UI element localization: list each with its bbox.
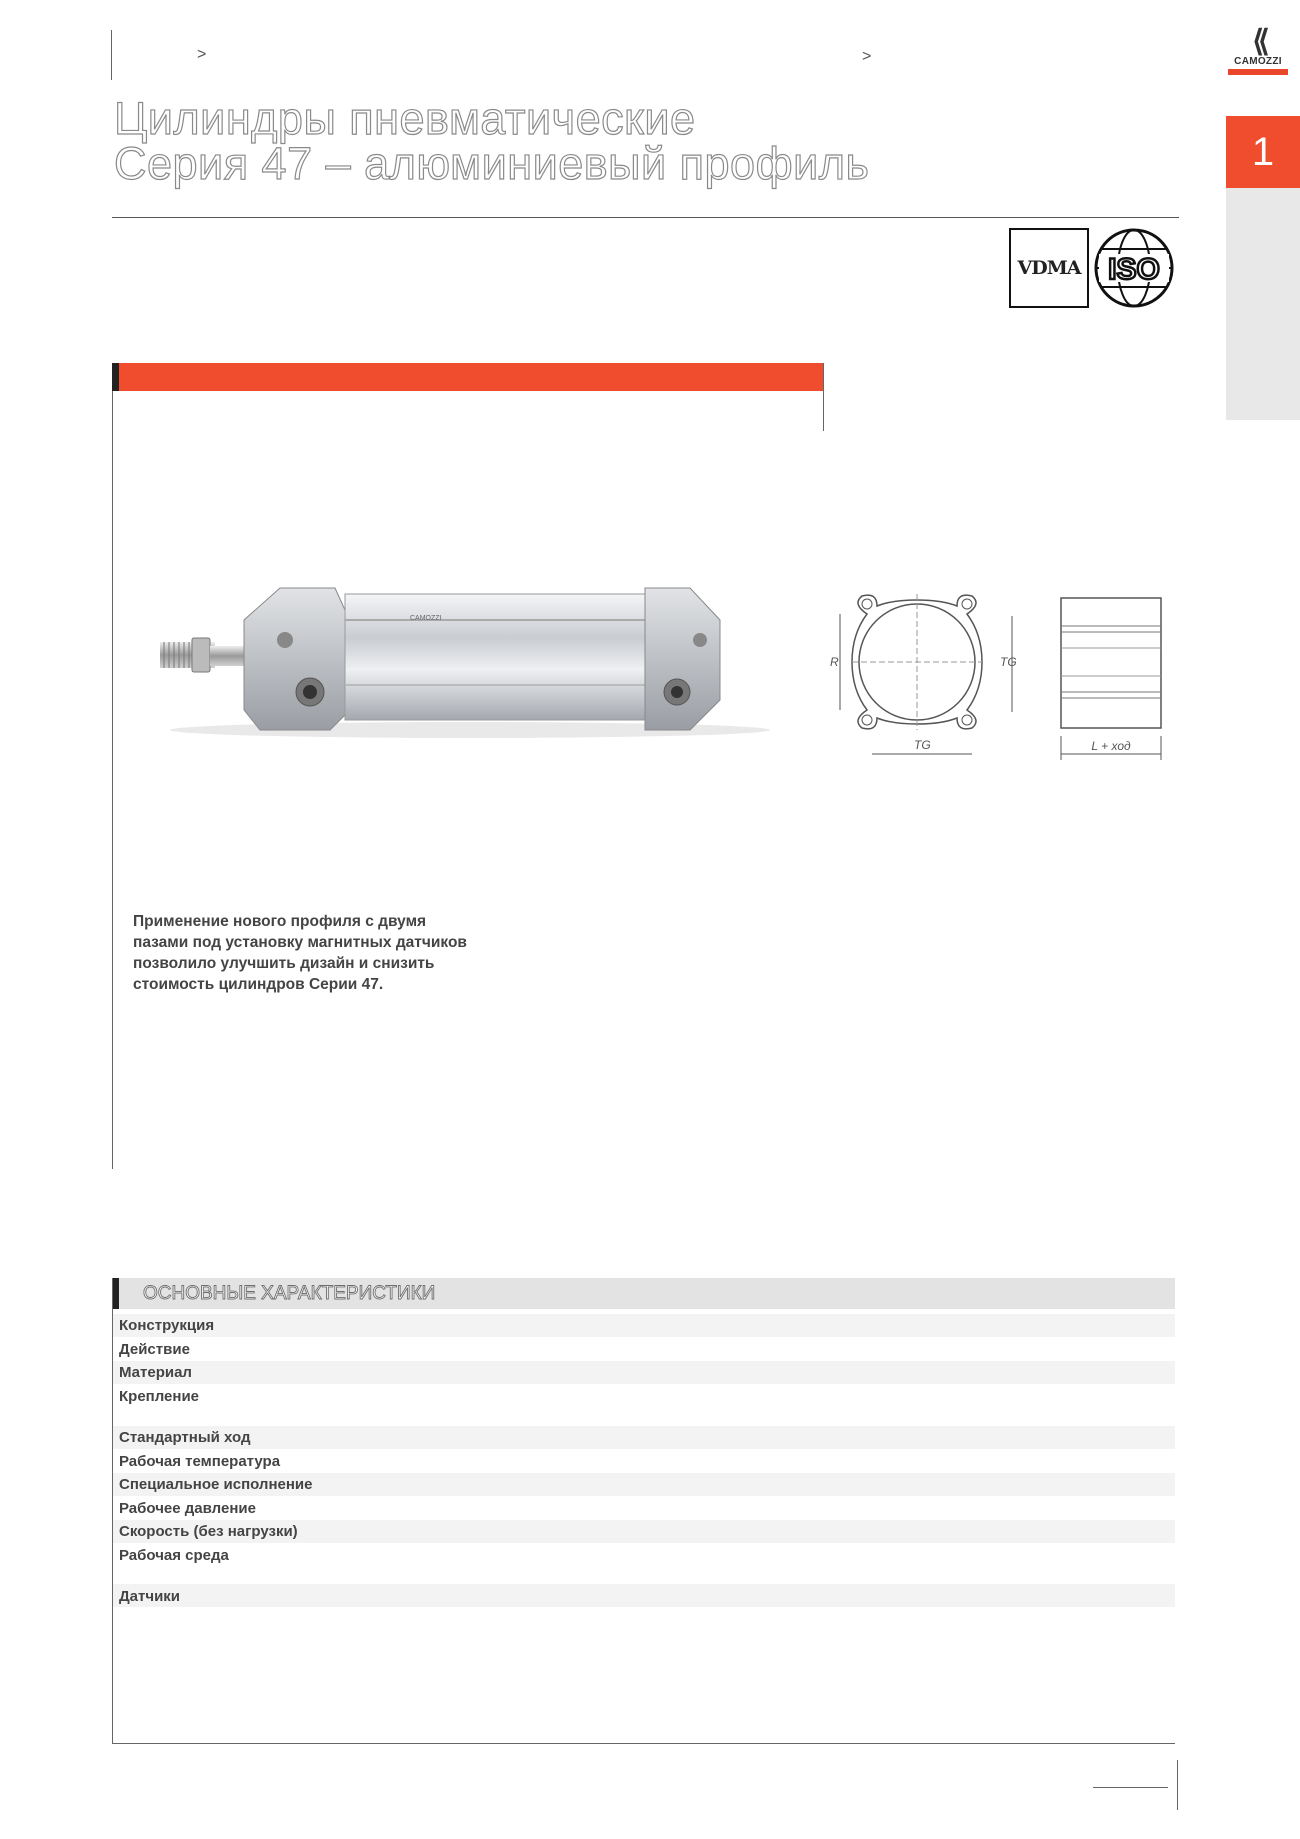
dimension-tg-bottom-label: TG bbox=[914, 738, 931, 752]
cylinder-tube bbox=[345, 594, 645, 720]
section-header-marker bbox=[112, 363, 119, 391]
specs-header-marker bbox=[112, 1278, 119, 1309]
content-left-rule bbox=[112, 391, 113, 1169]
spec-label-sensors: Датчики bbox=[119, 1588, 181, 1605]
header-left-rule bbox=[111, 30, 112, 80]
dimension-length-label: L + ход bbox=[1091, 739, 1131, 753]
chapter-tab[interactable]: 1 bbox=[1226, 116, 1300, 188]
page-title-line-1: Цилиндры пневматические bbox=[114, 93, 696, 144]
page-title bbox=[114, 93, 870, 189]
specs-left-rule bbox=[112, 1278, 113, 1743]
spec-row bbox=[112, 1584, 1175, 1607]
profile-cross-section-drawing bbox=[822, 594, 1022, 760]
spec-row bbox=[112, 1361, 1175, 1384]
spec-label-mounting: Крепление bbox=[119, 1388, 200, 1405]
spec-label-action: Действие bbox=[119, 1341, 190, 1358]
spec-label-material: Материал bbox=[119, 1364, 192, 1381]
section-right-rule bbox=[823, 363, 824, 431]
tube-label: CAMOZZI bbox=[410, 615, 442, 622]
dimension-r-label: R bbox=[830, 655, 839, 669]
camozzi-mark-icon: ⟨⟨ bbox=[1252, 25, 1264, 58]
section-header-bar bbox=[112, 363, 824, 391]
spec-row bbox=[112, 1426, 1175, 1449]
breadcrumb-arrow-2[interactable]: > bbox=[862, 48, 872, 65]
specs-title: ОСНОВНЫЕ ХАРАКТЕРИСТИКИ bbox=[143, 1283, 436, 1304]
footer-rule-horizontal bbox=[1093, 1787, 1168, 1788]
front-end-cap bbox=[244, 588, 345, 730]
footer-rule-vertical bbox=[1177, 1760, 1178, 1810]
title-underline bbox=[112, 217, 1179, 218]
logo-accent-bar bbox=[1228, 69, 1288, 75]
spec-label-special-version: Специальное исполнение bbox=[119, 1476, 313, 1493]
iso-label: ISO bbox=[1108, 253, 1160, 286]
rod-nut bbox=[192, 638, 210, 672]
spec-label-medium: Рабочая среда bbox=[119, 1547, 229, 1564]
spec-label-operating-temperature: Рабочая температура bbox=[119, 1453, 281, 1470]
spec-row bbox=[112, 1314, 1175, 1337]
page-title-line-2: Серия 47 – алюминиевый профиль bbox=[114, 138, 870, 189]
spec-label-standard-stroke: Стандартный ход bbox=[119, 1429, 251, 1446]
spec-label-construction: Конструкция bbox=[119, 1317, 215, 1334]
iso-globe-icon bbox=[1093, 227, 1175, 309]
spec-label-speed: Скорость (без нагрузки) bbox=[119, 1523, 298, 1540]
dimension-tg-side-label: TG bbox=[1000, 655, 1017, 669]
rear-end-cap bbox=[645, 588, 720, 730]
spec-label-operating-pressure: Рабочее давление bbox=[119, 1500, 256, 1517]
cylinder-product-image bbox=[150, 580, 775, 740]
product-description: Применение нового профиля с двумя пазами под установку магнитных датчиков позволило улучшить дизайн и снизить стоимость цилиндров Серии 47. bbox=[133, 913, 467, 993]
vdma-badge: VDMA bbox=[1009, 228, 1089, 308]
profile-side-view-drawing bbox=[1055, 596, 1171, 760]
breadcrumb-arrow-1[interactable]: > bbox=[197, 46, 207, 63]
specs-bottom-rule bbox=[112, 1743, 1175, 1744]
camozzi-logo bbox=[1228, 25, 1288, 75]
camozzi-wordmark: CAMOZZI bbox=[1234, 56, 1282, 67]
